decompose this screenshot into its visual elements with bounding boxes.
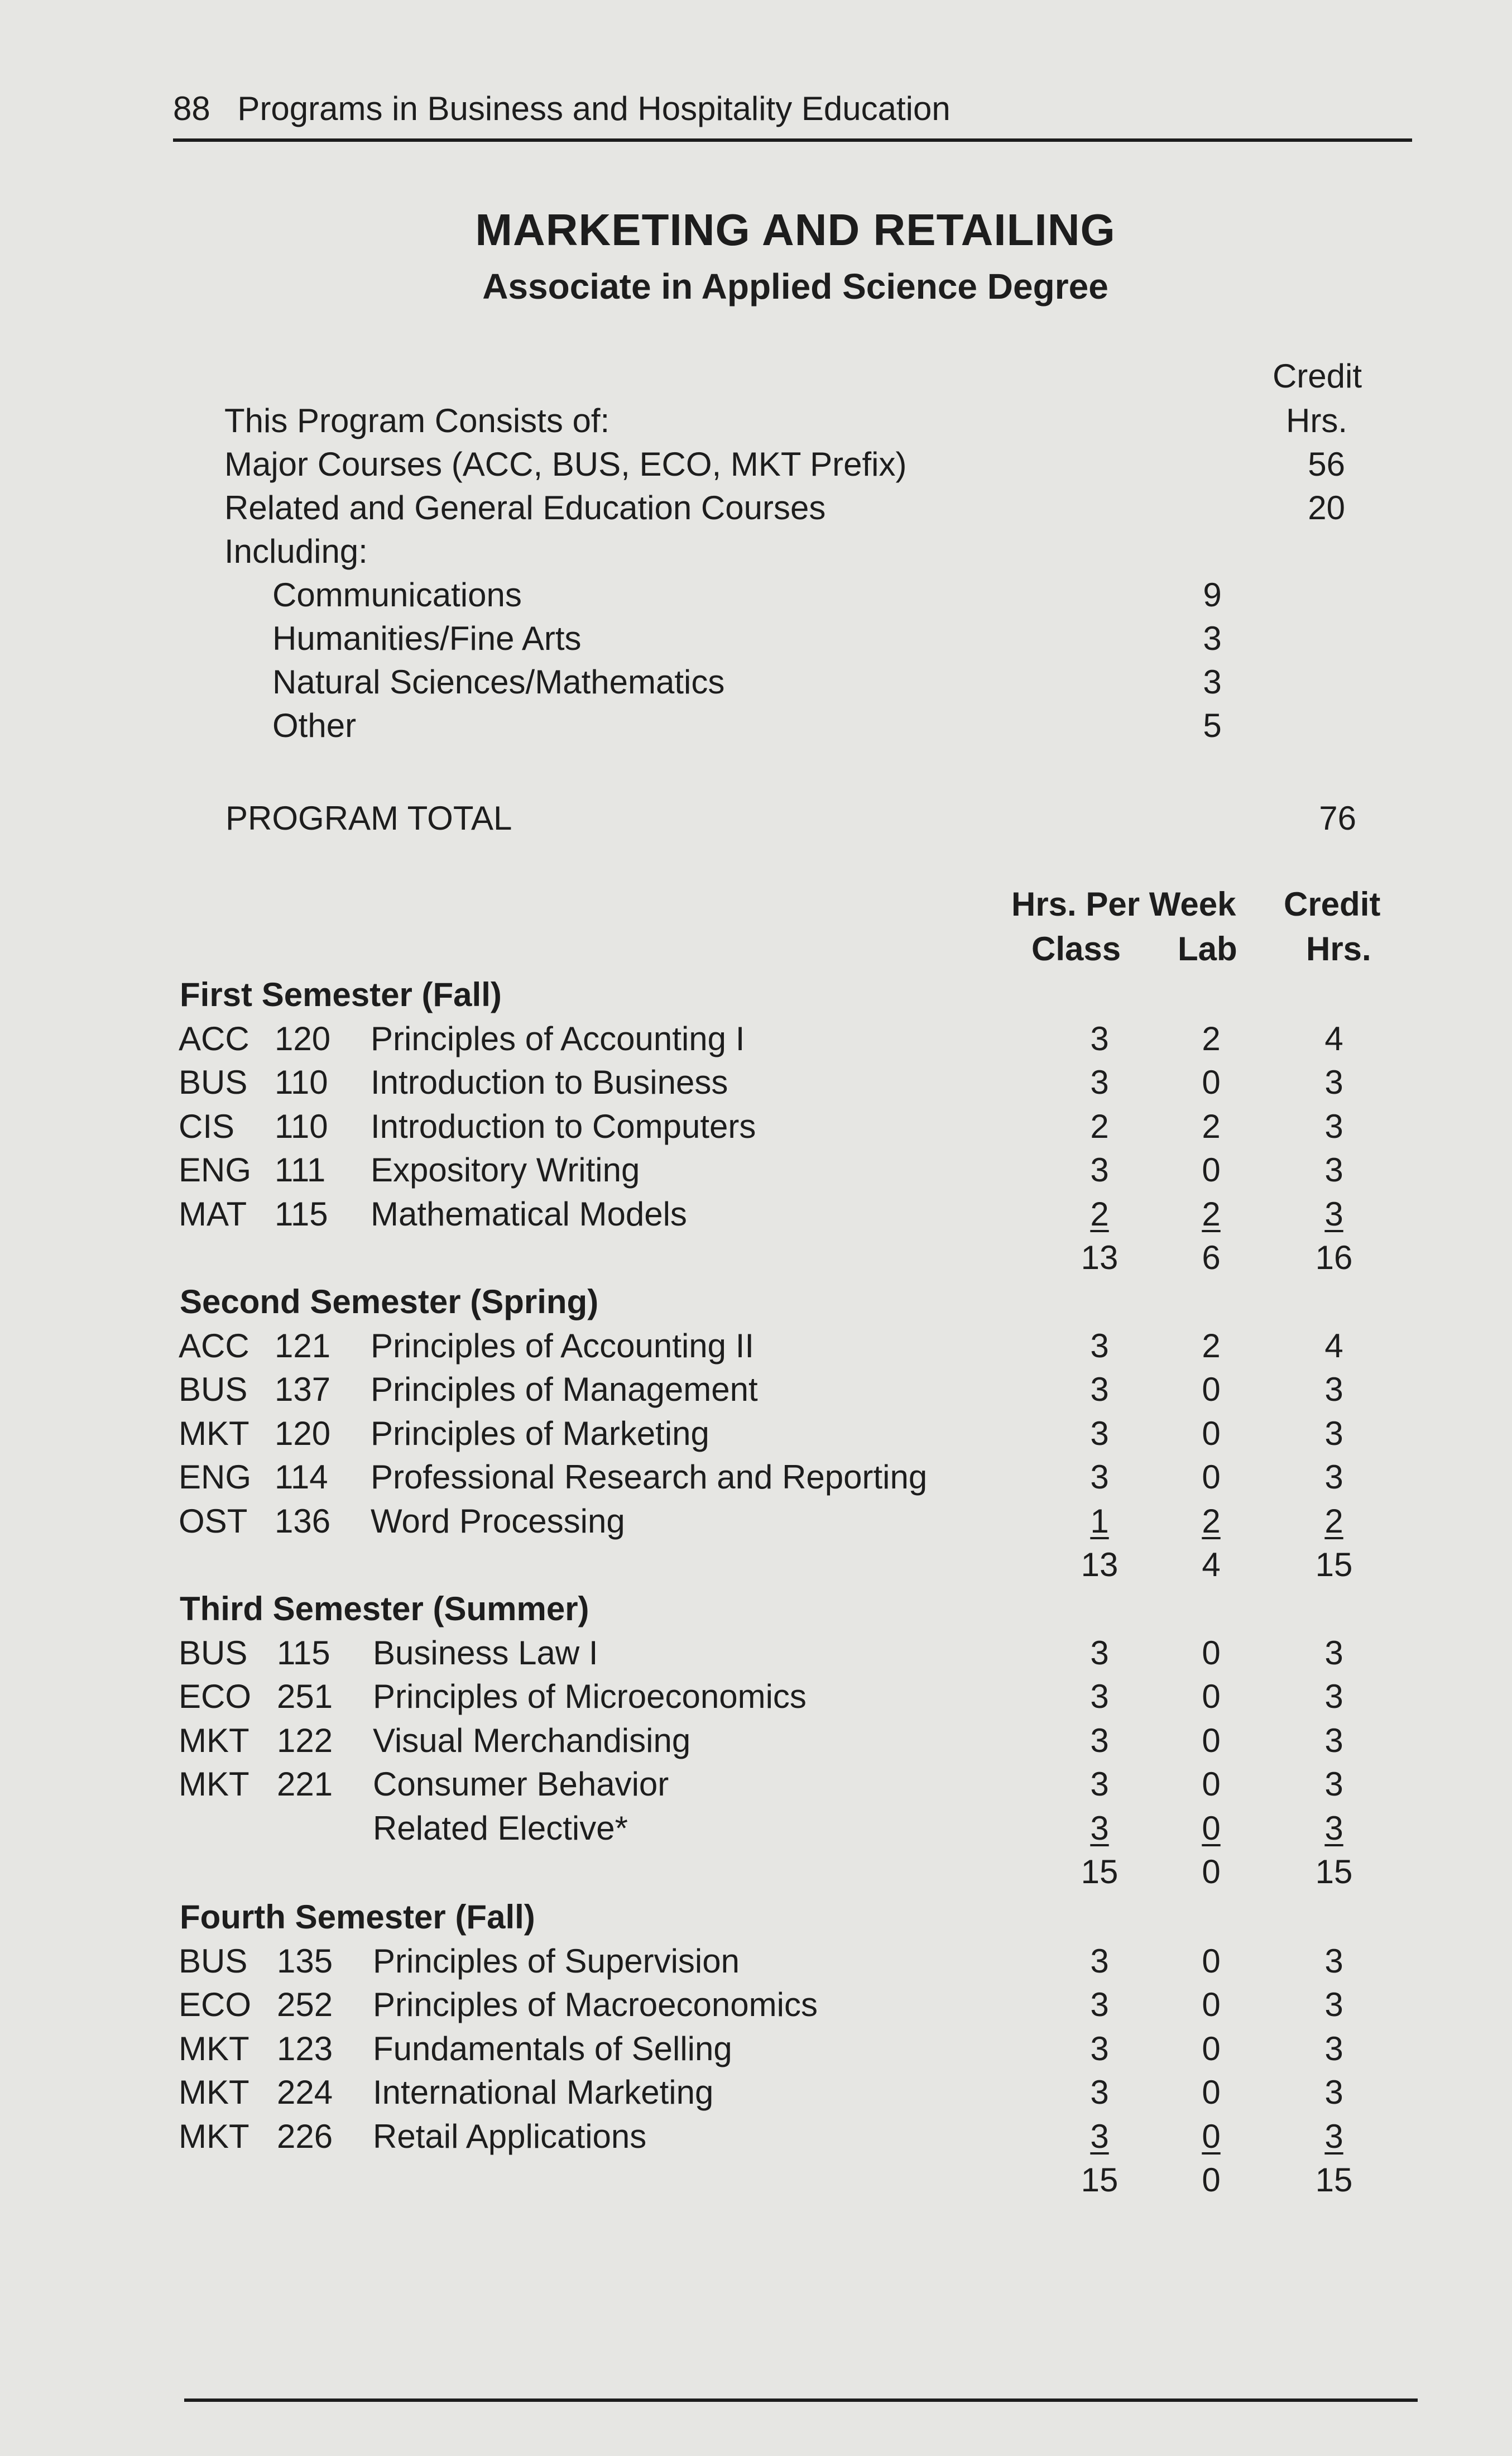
credit-hours: 4: [1324, 1019, 1343, 1057]
lab-hours: 0: [1202, 1634, 1221, 1672]
sub-item-hrs: 9: [1203, 576, 1222, 614]
credit-hours: 3: [1324, 1371, 1343, 1408]
class-hours: 3: [1090, 1327, 1109, 1365]
lab-hours: 0: [1202, 1064, 1221, 1101]
course-title: Retail Applications: [373, 2117, 647, 2155]
course-title: Principles of Macroeconomics: [373, 1986, 818, 2023]
credit-hours: 4: [1324, 1327, 1343, 1365]
class-hours: 1: [1090, 1502, 1109, 1540]
course-title: Principles of Accounting II: [371, 1327, 755, 1365]
course-number: 120: [275, 1414, 331, 1452]
lab-hours: 0: [1202, 1809, 1221, 1847]
lab-hours: 0: [1202, 2029, 1221, 2067]
sub-item-hrs: 3: [1203, 620, 1222, 657]
hrs-per-week-header: Hrs. Per Week: [1011, 885, 1236, 923]
related-courses-hrs: 20: [1308, 489, 1345, 526]
lab-hours: 0: [1202, 2117, 1221, 2155]
course-code: MKT: [179, 1765, 249, 1803]
course-code: OST: [179, 1502, 248, 1540]
course-title: Related Elective*: [373, 1809, 628, 1847]
related-courses-label: Related and General Education Courses: [224, 489, 826, 526]
course-number: 120: [275, 1019, 331, 1057]
class-hours: 3: [1090, 1064, 1109, 1101]
course-number: 137: [275, 1371, 331, 1408]
course-number: 221: [277, 1765, 333, 1803]
course-title: Business Law I: [373, 1634, 598, 1672]
total-credit-hours: 15: [1315, 1546, 1353, 1583]
header-rule: [173, 138, 1412, 142]
total-lab-hours: 0: [1202, 1853, 1221, 1890]
consists-label: This Program Consists of:: [224, 402, 610, 439]
lab-hours: 0: [1202, 1986, 1221, 2023]
course-title: International Marketing: [373, 2074, 714, 2111]
course-title: Principles of Marketing: [371, 1414, 709, 1452]
course-code: BUS: [179, 1942, 248, 1980]
credit-hours: 3: [1324, 1458, 1343, 1496]
sub-item-hrs: 3: [1203, 663, 1222, 701]
lab-hours: 2: [1202, 1195, 1221, 1233]
total-class-hours: 13: [1081, 1546, 1119, 1583]
total-credit-hours: 15: [1315, 1853, 1353, 1890]
class-hours: 3: [1090, 1678, 1109, 1715]
running-title: Programs in Business and Hospitality Education: [237, 90, 951, 127]
sub-item-hrs: 5: [1203, 707, 1222, 744]
lab-hours: 2: [1202, 1327, 1221, 1365]
lab-hours: 0: [1202, 1721, 1221, 1759]
course-code: BUS: [179, 1634, 248, 1672]
class-hours: 3: [1090, 1458, 1109, 1496]
credit-hours: 2: [1324, 1502, 1343, 1540]
semester-heading: Fourth Semester (Fall): [180, 1898, 535, 1936]
lab-hours: 0: [1202, 1371, 1221, 1408]
lab-hours: 0: [1202, 1678, 1221, 1715]
lab-column-header: Lab: [1178, 930, 1237, 968]
major-courses-hrs: 56: [1308, 446, 1345, 483]
total-lab-hours: 4: [1202, 1546, 1221, 1583]
credit-hours: 3: [1324, 2029, 1343, 2067]
lab-hours: 0: [1202, 1414, 1221, 1452]
course-number: 135: [277, 1942, 333, 1980]
program-title: MARKETING AND RETAILING: [475, 205, 1116, 255]
class-hours: 3: [1090, 1414, 1109, 1452]
credit-hours: 3: [1324, 1151, 1343, 1189]
course-number: 114: [275, 1458, 328, 1496]
course-title: Word Processing: [371, 1502, 625, 1540]
class-hours: 3: [1090, 2029, 1109, 2067]
course-title: Principles of Management: [371, 1371, 758, 1408]
credit-hours: 3: [1324, 1678, 1343, 1715]
degree-title: Associate in Applied Science Degree: [482, 266, 1108, 307]
semester-heading: Second Semester (Spring): [180, 1283, 599, 1320]
course-code: MKT: [179, 2117, 249, 2155]
course-code: ACC: [179, 1019, 249, 1057]
total-credit-hours: 15: [1315, 2161, 1353, 2199]
total-lab-hours: 6: [1202, 1239, 1221, 1276]
credit-hours: 3: [1324, 2074, 1343, 2111]
course-number: 110: [275, 1107, 328, 1145]
program-total-label: PROGRAM TOTAL: [225, 799, 512, 837]
class-hours: 3: [1090, 1371, 1109, 1408]
credit-hours: 3: [1324, 1942, 1343, 1980]
course-code: MKT: [179, 2074, 249, 2111]
course-number: 122: [277, 1721, 333, 1759]
course-number: 136: [275, 1502, 331, 1540]
semester-heading: Third Semester (Summer): [180, 1590, 589, 1627]
class-hours: 2: [1090, 1195, 1109, 1233]
credit-header: Credit: [1272, 357, 1362, 395]
hrs-header: Hrs.: [1286, 402, 1347, 439]
hrs-column-header: Hrs.: [1306, 930, 1371, 968]
credit-hours: 3: [1324, 1064, 1343, 1101]
course-title: Professional Research and Reporting: [371, 1458, 928, 1496]
class-hours: 3: [1090, 1942, 1109, 1980]
class-hours: 3: [1090, 2117, 1109, 2155]
course-code: BUS: [179, 1064, 248, 1101]
course-code: MAT: [179, 1195, 247, 1233]
course-code: ENG: [179, 1458, 252, 1496]
total-lab-hours: 0: [1202, 2161, 1221, 2199]
class-hours: 3: [1090, 1721, 1109, 1759]
lab-hours: 2: [1202, 1502, 1221, 1540]
credit-hours: 3: [1324, 1107, 1343, 1145]
course-title: Consumer Behavior: [373, 1765, 669, 1803]
class-hours: 3: [1090, 1765, 1109, 1803]
course-number: 251: [277, 1678, 333, 1715]
credit-hours: 3: [1324, 1765, 1343, 1803]
course-title: Introduction to Business: [371, 1064, 728, 1101]
page-number: 88: [173, 90, 210, 127]
course-title: Visual Merchandising: [373, 1721, 691, 1759]
course-code: BUS: [179, 1371, 248, 1408]
lab-hours: 0: [1202, 1765, 1221, 1803]
course-number: 226: [277, 2117, 333, 2155]
class-hours: 2: [1090, 1107, 1109, 1145]
course-code: ACC: [179, 1327, 249, 1365]
course-title: Principles of Supervision: [373, 1942, 740, 1980]
credit-hours: 3: [1324, 1809, 1343, 1847]
class-hours: 3: [1090, 1151, 1109, 1189]
program-total-hrs: 76: [1319, 799, 1356, 837]
course-title: Mathematical Models: [371, 1195, 687, 1233]
credit-hours: 3: [1324, 2117, 1343, 2155]
course-code: CIS: [179, 1107, 235, 1145]
course-code: MKT: [179, 1721, 249, 1759]
credit-hours: 3: [1324, 1414, 1343, 1452]
lab-hours: 2: [1202, 1107, 1221, 1145]
total-class-hours: 15: [1081, 1853, 1119, 1890]
page-header: [173, 89, 951, 128]
total-class-hours: 13: [1081, 1239, 1119, 1276]
course-title: Fundamentals of Selling: [373, 2029, 732, 2067]
course-code: MKT: [179, 2029, 249, 2067]
class-hours: 3: [1090, 1986, 1109, 2023]
class-hours: 3: [1090, 1634, 1109, 1672]
course-code: ENG: [179, 1151, 252, 1189]
course-number: 224: [277, 2074, 333, 2111]
sub-item-label: Communications: [272, 576, 522, 614]
lab-hours: 0: [1202, 1458, 1221, 1496]
lab-hours: 0: [1202, 2074, 1221, 2111]
course-number: 110: [275, 1064, 328, 1101]
sub-item-label: Other: [272, 707, 357, 744]
course-title: Introduction to Computers: [371, 1107, 756, 1145]
class-hours: 3: [1090, 1809, 1109, 1847]
credit-hours: 3: [1324, 1195, 1343, 1233]
lab-hours: 0: [1202, 1151, 1221, 1189]
sub-item-label: Natural Sciences/Mathematics: [272, 663, 725, 701]
total-credit-hours: 16: [1315, 1239, 1353, 1276]
credit-hours: 3: [1324, 1634, 1343, 1672]
including-label: Including:: [224, 533, 368, 570]
course-title: Principles of Microeconomics: [373, 1678, 807, 1715]
major-courses-label: Major Courses (ACC, BUS, ECO, MKT Prefix): [224, 446, 907, 483]
semester-heading: First Semester (Fall): [180, 976, 502, 1013]
footer-rule: [184, 2398, 1418, 2402]
lab-hours: 2: [1202, 1019, 1221, 1057]
total-class-hours: 15: [1081, 2161, 1119, 2199]
sub-item-label: Humanities/Fine Arts: [272, 620, 582, 657]
class-hours: 3: [1090, 1019, 1109, 1057]
credit-hours: 3: [1324, 1986, 1343, 2023]
course-number: 115: [275, 1195, 328, 1233]
credit-column-header: Credit: [1284, 885, 1381, 923]
course-code: MKT: [179, 1414, 249, 1452]
class-hours: 3: [1090, 2074, 1109, 2111]
course-title: Expository Writing: [371, 1151, 640, 1189]
course-number: 121: [275, 1327, 331, 1365]
course-number: 252: [277, 1986, 333, 2023]
class-column-header: Class: [1031, 930, 1121, 968]
course-title: Principles of Accounting I: [371, 1019, 745, 1057]
course-number: 115: [277, 1634, 330, 1672]
course-code: ECO: [179, 1678, 252, 1715]
lab-hours: 0: [1202, 1942, 1221, 1980]
credit-hours: 3: [1324, 1721, 1343, 1759]
course-number: 123: [277, 2029, 333, 2067]
course-code: ECO: [179, 1986, 252, 2023]
course-number: 111: [275, 1151, 326, 1189]
